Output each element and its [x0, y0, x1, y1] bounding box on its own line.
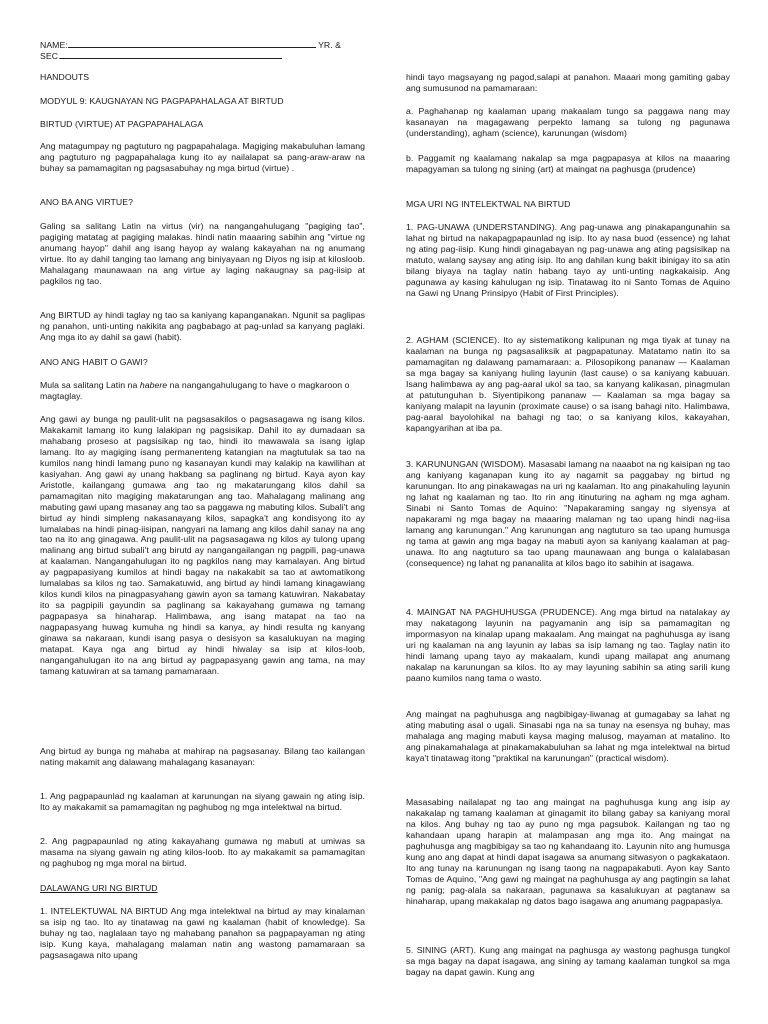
name-label: NAME:: [40, 40, 68, 50]
intellectual-virtue-paragraph: [40, 906, 365, 961]
prudence-paragraph: 4. MAINGAT NA PAGHUHUSGA (PRUDENCE). Ang mga birtud na natalakay ay may nakatagong layunin na pagyamanin ang isip sa pamamagitan ng impormasyon na kinalap upang makaalam. Ang maingat na paghuhusga ay isang uri ng kaalaman na ang layunin ay labas sa isip lamang ng tao. Taglay natin ito hindi lamang upang tayo ay makaalam, kundi upang mailapat ang anumang nakalap na karunungan sa kilos. Ito ay may layuning sabihin sa ating sarili kung paano kumilos nang tama o wasto.: [406, 607, 730, 683]
name-field[interactable]: [68, 40, 316, 48]
question-virtue-heading: ANO BA ANG VIRTUE?: [40, 197, 133, 207]
wisdom-paragraph: 3. KARUNUNGAN (WISDOM). Masasabi lamang na naaabot na ng kaisipan ng tao ang kaniyang kaganapan kung ito ay nagamit sa paggabay ng birtud ng karunungan. Ito ang pinakawagas na uri ng kaalaman. Ito ang pinakahuling layunin ng lahat ng kaalaman ng tao. Ito rin ang itinuturing na agham ng mga agham. Sinabi ni Santo Tomas de Aquino: "Napakaraming sangay ng siyensya at napakarami ng mga bagay na maaaring malaman ng tao upang hindi nag-iisa lamang ang karunungan." Ang karunungan ang nagtuturo sa tao upang humusga ng tama at gawin ang mga bagay na mabuti ayon sa kaniyang kaalaman at pag-unawa. Ito ang nagtuturo sa tao upang maunawaan ang bunga o kalalabasan (consequence) ng lahat ng pananalita at kilos bago ito sabihin at isagawa.: [406, 459, 730, 568]
habit-latin-term: habere: [139, 380, 168, 390]
prudence-importance-paragraph: Ang maingat na paghuhusga ang nagbibigay-liwanag at gumagabay sa lahat ng ating mabuting asal o ugali. Sinasabi nga na sa tunay na esensya ng buhay, mas mahalaga ang maging mabuti kaysa maging malusog, mayaman at matalino. Ito ang pinakamahalaga at pinakamakabuluhan sa lahat ng mga intelektwal na birtud kaya't tinatawag itong "praktikal na karunungan" (practical wisdom).: [406, 709, 730, 763]
question-habit-heading: ANO ANG HABIT O GAWI?: [40, 357, 148, 367]
section-line: [40, 51, 282, 62]
understanding-paragraph: 1. PAG-UNAWA (UNDERSTANDING). Ang pag-unawa ang pinakapangunahin sa lahat ng birtud na nakapagpapaunlad ng isip. Ito ay nasa buod (essence) ng lahat ng ating pag-iisip. Kung hindi ginagabayan ng pag-unawa ang ating pagsisikap na matuto, walang saysay ang ating isip. Ito ang dahilan kung bakit ibinigay ito sa atin bilang biyaya na taglay natin habang tayo ay unti-unting nagkakaisip. Ang pagunawa ay kasing kahulugan ng isip. Tinatawag ito ni Santo Tomas de Aquino na Gawi ng Unang Prinsipyo (Habit of First Principles).: [406, 222, 730, 298]
module-title: MODYUL 9: KAUGNAYAN NG PAGPAPAHALAGA AT BIRTUD: [40, 96, 284, 106]
name-line: [40, 40, 341, 51]
method-b-paragraph: b. Paggamit ng kaalamang nakalap sa mga pagpapasya at kilos na maaaring mapagyaman sa tulong ng sining (art) at maingat na paghusga (prudence): [406, 153, 730, 174]
virtue-birth-paragraph: Ang BIRTUD ay hindi taglay ng tao sa kaniyang kapanganakan. Ngunit sa paglipas ng panahon, unti-unting nakikita ang pagbabago at pag-unlad sa kanyang paglaki. Ang mga ito ay dahil sa gawi (habit).: [40, 310, 365, 342]
two-kinds-heading: DALAWANG URI NG BIRTUD: [40, 883, 158, 893]
year-section-label: YR. &: [315, 40, 342, 50]
skill-two-paragraph: 2. Ang pagpapaunlad ng ating kakayahang gumawa ng mabuti at umiwas sa masama na siyang gawain ng ating kilos-loob. Ito ay makakamit sa pamamagitan ng paghubog ng mga moral na birtud.: [40, 836, 365, 868]
section-field[interactable]: [60, 51, 282, 59]
method-a-paragraph: a. Paghahanap ng kaalaman upang makaalam tungo sa paggawa nang may kasanayan na magagawang perpekto lamang sa tulong ng pagunawa (understanding), agham (science), karunungan (wisdom): [406, 106, 730, 138]
intellectual-kinds-heading: MGA URI NG INTELEKTWAL NA BIRTUD: [406, 199, 571, 209]
intro-paragraph: Ang matagumpay ng pagtuturo ng pagpapahalaga. Magiging makabuluhan lamang ang pagtuturo ng pagpapahalaga kung ito ay nailalapat sa pang-araw-araw na buhay sa pamamagitan ng pagsasabuhay ng mga birtud (virtue) .: [40, 141, 365, 173]
training-paragraph: Ang birtud ay bunga ng mahaba at mahirap na pagsasanay. Bilang tao kailangan nating makamit ang dalawang mahalagang kasanayan:: [40, 746, 365, 767]
habit-origin-text-a: Mula sa salitang Latin na: [40, 380, 140, 390]
habit-origin-text-b: na nangangahulugang to have o magkaroon o magtaglay.: [40, 380, 350, 401]
virtue-heading: BIRTUD (VIRTUE) AT PAGPAPAHALAGA: [40, 119, 204, 129]
section-label: SEC.: [40, 51, 61, 61]
continuation-paragraph: hindi tayo magsayang ng pagod,salapi at panahon. Maaari mong gamiting gabay ang sumusunod na pamamaraan:: [406, 72, 730, 93]
habit-origin-paragraph: [40, 380, 365, 402]
skill-one-paragraph: 1. Ang pagpapaunlad ng kaalaman at karunungan na siyang gawain ng ating isip. Ito ay makakamit sa pamamagitan ng paghubog ng mga intelektwal na birtud.: [40, 791, 365, 812]
handouts-label: HANDOUTS: [40, 72, 90, 82]
intellectual-virtue-label: 1. INTELEKTUWAL NA BIRTUD: [40, 906, 168, 916]
virtue-definition-paragraph: Galing sa salitang Latin na virtus (vir) na nangangahulugang "pagiging tao", pagiging matatag at pagiging malakas. hindi natin maaaring sabihin ang "virtue ng anumang hayop" dahil ang isang hayop ay walang kakayahan na ng anumang virtue. Ito ay dahil tanging tao lamang ang biniyayaan ng Diyos ng isip at kilosloob. Mahalagang maunawaan na ang virtue ay laging nakaugnay sa pag-iisip at pagkilos ng tao.: [40, 221, 365, 286]
habit-explanation-paragraph: Ang gawi ay bunga ng paulit-ulit na pagsasakilos o pagsasagawa ng isang kilos. Makakamit lamang ito kung lalakipan ng pagsisikap. Dahil ito ay dumadaan sa mahabang proseso at pagsisikap ng tao, hindi ito mawawala sa isang iglap lamang. Ito ay magiging isang permanenteng katangian na magtutulak sa tao na kumilos nang hindi lamang puno ng kasanayan kundi may kalakip na kawilihan at kasiyahan. Ang gawi ay unang hakbang sa paglinang ng birtud. Kaya ayon kay Aristotle, kailangang gumawa ang tao ng makatarungang kilos dahil sa pamamagitan nito magiging makatarungan ang tao. Mahalagang malinang ang mabuting gawi upang masanay ang tao sa paggawa ng mabuting kilos. Subali't ang birtud ay hindi simpleng nakasanayang kilos, sapagka't ang kondisyong ito ay lumalabas na hindi pinag-iisipan, nangyari na lamang ang kilos dahil sanay na ang tao na ito ang ginagawa. Ang paulit-ulit na pagsasagawa ng kilos ay tulong upang malinang ang birtud subali't ang birutd ay nangangailangan ng pagpili, pag-unawa at kaalaman. Nangangahulugan ito ng pagkilos nang may kamalayan. Ang birtud ay pagpapasiyang kumilos at hindi bagay na nakakabit sa tao at awtomatikong lumalabas sa kilos ng tao. Samakatuwid, ang birtud ay hindi lamang kinagawiang kilos kundi kilos na pinagpasyahang gawin ayon sa tamang katuwiran. Nakabatay ito sa pagpipili gayundin sa paglinang sa kakayahang gumawa ng tamang pagpapasya sa hinaharap. Halimbawa, ang isang matapat na tao na nagpapasyang huwag kumuha ng hindi sa kanya, ay hindi resulta ng kanyang ginawa sa nakaraan, kundi isang pasya o desisyon sa kasalukuyan na maging matapat. Kaya nga ang birtud ay hindi hiwalay sa isip at kilos-loob, nangangahulugan ito na ang birtud ay pagpapasyang gawin ang tama, na may tamang katuwiran at sa tamang pamamaraan.: [40, 414, 365, 676]
art-paragraph: 5. SINING (ART). Kung ang maingat na paghusga ay wastong paghusga tungkol sa mga bagay na dapat isagawa, ang sining ay tamang kaalaman tungkol sa mga bagay na dapat gawin. Kung ang: [406, 945, 730, 977]
prudence-application-paragraph: Masasabing nailalapat ng tao ang maingat na paghuhusga kung ang isip ay nakakalap ng tamang kaalaman at ginagamit ito bilang gabay sa kaniyang moral na kilos. Ang buhay ng tao ay puno ng mga pagsubok. Kailangan ng tao ng kahandaan upang harapin at malampasan ang mga ito. Ang maingat na paghuhusga ang magbibigay sa tao ng kahandaang ito. Layunin nito ang humusga kung ano ang dapat at hindi dapat isagawa sa anumang sitwasyon o pagkakataon. Ito ang tunay na karunungan ng isang taong na nagpapakabuti. Ayon kay Santo Tomas de Aquino, "Ang gawi ng maingat na paghuhusga ay ang pagtingin sa lahat ng panig; pag-alala sa nakaraan, pagunawa sa kasalukuyan at pagtanaw sa hinaharap, upang makakalap ng datos bago isagawa ang anumang pagpapasiya.: [406, 797, 730, 906]
science-paragraph: 2. AGHAM (SCIENCE). Ito ay sistematikong kalipunan ng mga tiyak at tunay na kaalaman na bunga ng pagsasaliksik at pagpapatunay. Matatamo natin ito sa pamamagitan ng dalawang pamamaraan: a. Pilosopikong pananaw — Kaalaman sa mga bagay sa kaniyang huling layunin (last cause) o sa kaniyang kabuuan. Isang halimbawa ay ang pag-aaral ukol sa tao, sa kanyang kalikasan, pinagmulan at patutunguhan b. Siyentipikong pananaw — Kaalaman sa mga bagay sa kaniyang malapit na layunin (proximate cause) o sa isang bahagi nito. Halimbawa, pag-aaral bayolohikal na bahagi ng tao; o sa kaniyang kilos, kakayahan, kapangyarihan at iba pa.: [406, 335, 730, 433]
intellectual-virtue-text: Ang mga intelektwal na birtud ay may kinalaman sa isip ng tao. Ito ay tinatawag na gawi ng kaalaman (habit of knowledge). Sa buhay ng tao, naglalaan tayo ng mahabang panahon sa pagpapayaman ng ating isip. Kung kaya, mahalagang malaman natin ang wastong pamamaraan sa pagsasagawa nito upang: [40, 906, 365, 960]
